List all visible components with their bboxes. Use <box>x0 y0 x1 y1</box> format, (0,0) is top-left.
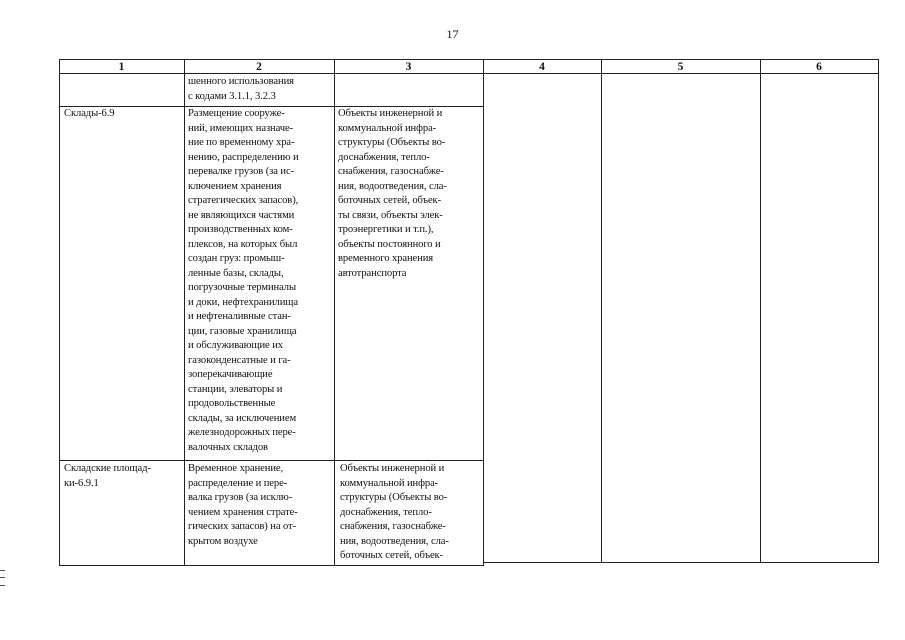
table-row-2-col3: Объекты инженерной и коммунальной инфра- структуры (Объекты во- доснабжения, тепло- снабжения, газоснабже- ния, водоотведения, сла- боточных сетей, объек- <box>340 463 449 561</box>
column-header-3: 3 <box>405 61 412 73</box>
column-border <box>59 59 60 566</box>
column-border <box>878 59 879 563</box>
table-row-2-col1: Складские площад- ки-6.9.1 <box>64 463 151 489</box>
table-row-1-col2: Размещение сооруже- ний, имеющих назначе- ние по временному хра- нению, распределению и перевалке грузов (за ис- ключением хранения стратегических запасов), не являющихся частями производственных ком- плексов, на которых был создан груз: промыш- ленные базы, склады, погрузочные терминалы и доки, нефтехранилища и нефтеналивные стан- ции, газовые хранилища и обслуживающие их газоконденсатные и га- зоперекачивающие станции, элеваторы и продовольственные склады, за исключением железнодорожных пере- валочных складов <box>188 108 299 453</box>
scan-margin-mark <box>0 570 5 586</box>
column-border <box>184 59 185 566</box>
column-header-1: 1 <box>118 61 125 73</box>
table-bottom-border <box>59 565 483 566</box>
column-header-6: 6 <box>816 61 822 73</box>
column-border <box>483 59 484 566</box>
column-header-4: 4 <box>539 61 545 73</box>
column-header-2: 2 <box>256 61 262 73</box>
page-number: 17 <box>446 27 459 41</box>
column-border <box>334 59 335 566</box>
table-row-1-col1: Склады-6.9 <box>64 108 115 119</box>
table-row-1-col3: Объекты инженерной и коммунальной инфра- структуры (Объекты во- доснабжения, тепло- снабжения, газоснабже- ния, водоотведения, сла- боточных сетей, объек- ты связи, объекты элек- троэнергетики и т.п.), объекты постоянного и временного хранения автотранспорта <box>338 108 447 279</box>
column-header-5: 5 <box>677 61 684 73</box>
row-divider <box>59 460 483 461</box>
continued-cell-col2: шенного использования с кодами 3.1.1, 3.2.3 <box>188 76 294 102</box>
table-bottom-border-right <box>483 562 879 563</box>
table-row-2-col2: Временное хранение, распределение и пере- валка грузов (за исклю- чением хранения страте- гических запасов) на от- крытом воздухе <box>188 463 298 547</box>
column-border <box>601 59 602 563</box>
column-border <box>760 59 761 563</box>
